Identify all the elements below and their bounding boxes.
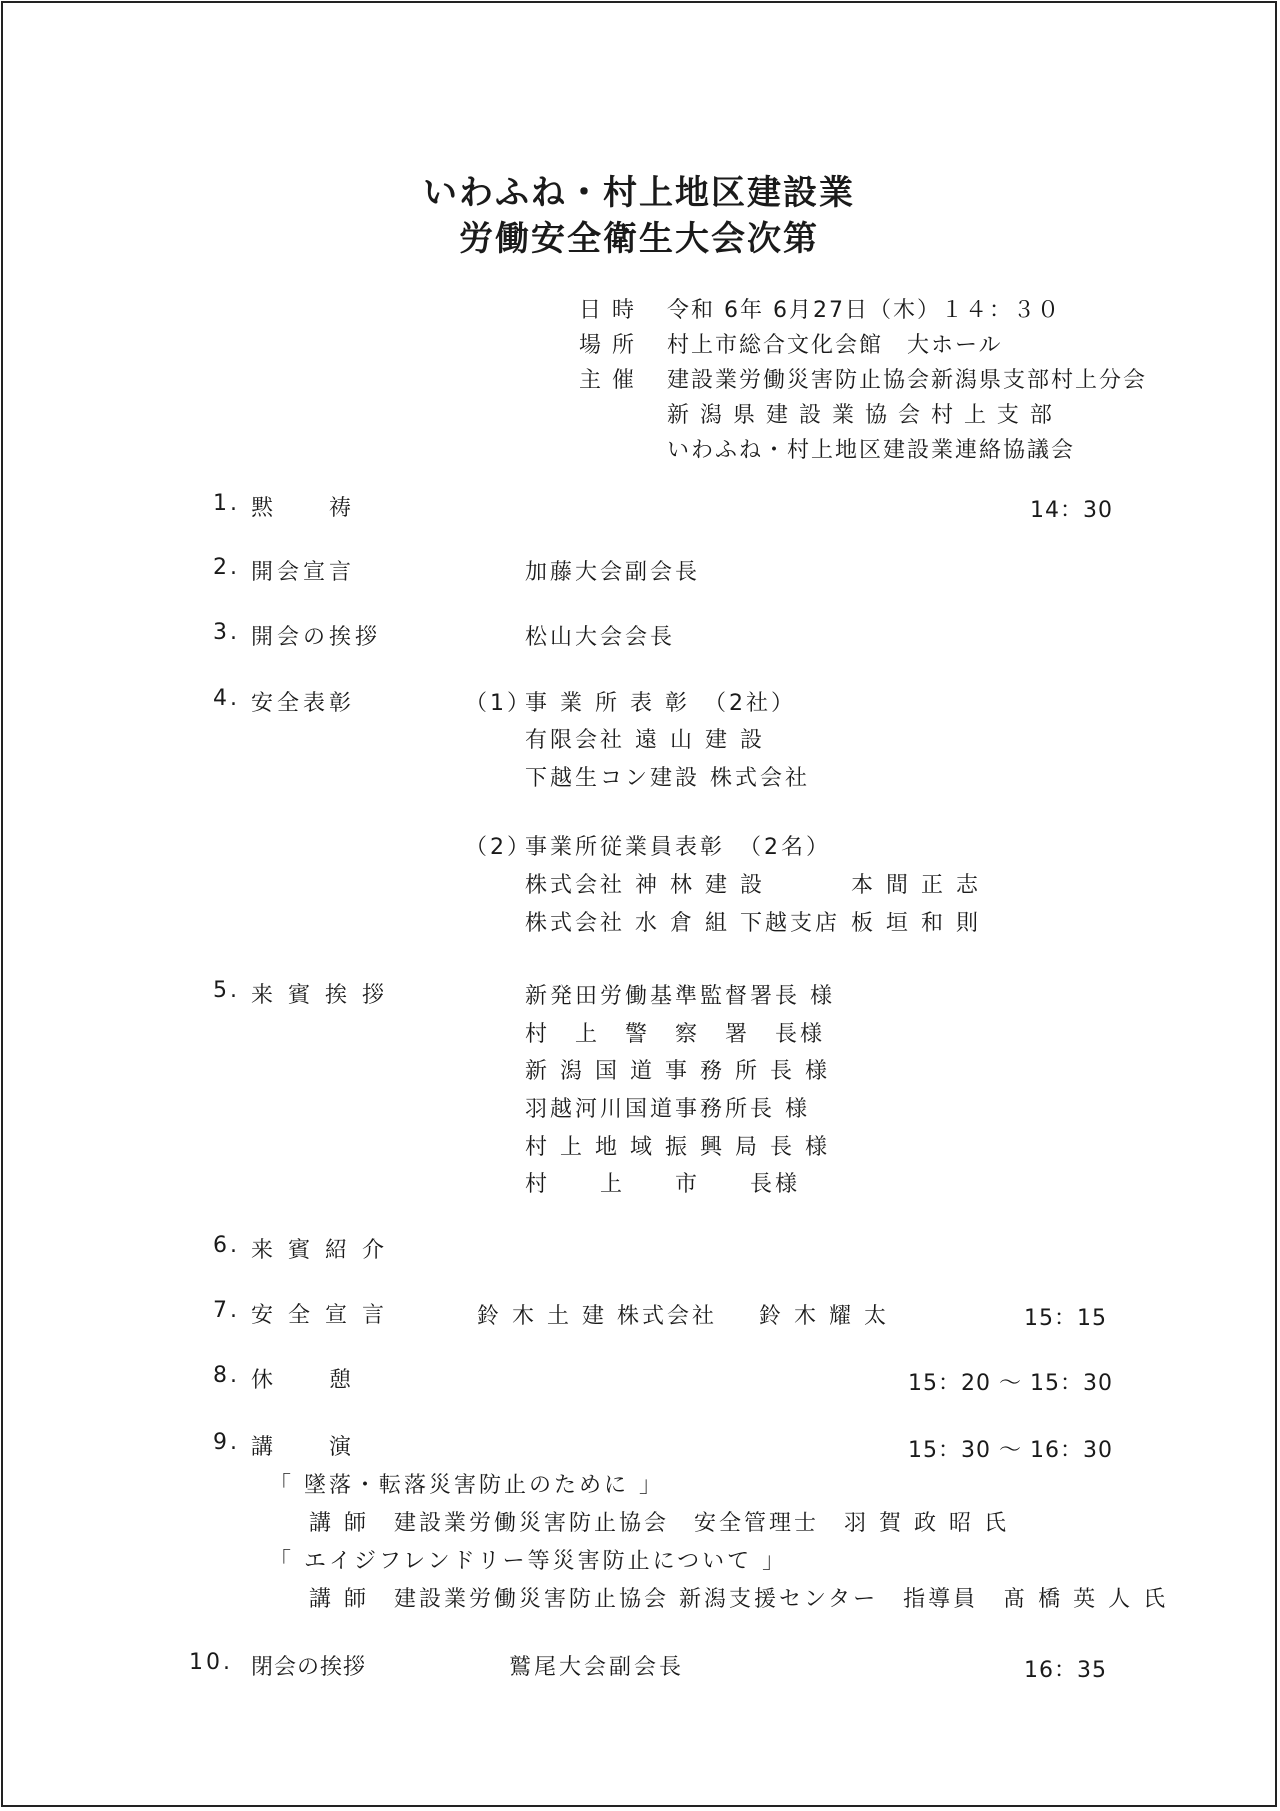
- award-sub-title: 事業所従業員表彰 （2名）: [525, 835, 831, 860]
- award-recipient: 下越生コン建設 株式会社: [525, 766, 810, 791]
- lecture-title: 「 墜落・転落災害防止のために 」: [269, 1473, 664, 1498]
- item-title: 安 全 宣 言: [251, 1303, 388, 1328]
- award-recipient-company: 株式会社 水 倉 組 下越支店: [525, 911, 840, 936]
- item-time: 15：30 〜 16：30: [908, 1438, 1113, 1463]
- item-title: 開会宣言: [251, 560, 356, 585]
- guest-line: 羽越河川国道事務所長 様: [525, 1097, 810, 1122]
- item-title: 開会の挨拶: [251, 625, 382, 650]
- host-line-3: いわふね・村上地区建設業連絡協議会: [667, 438, 1076, 463]
- item-time: 15：20 〜 15：30: [908, 1371, 1113, 1396]
- declaration-company: 鈴 木 土 建 株式会社: [477, 1304, 717, 1329]
- item-number: 10.: [189, 1650, 233, 1675]
- place-label: 場 所: [579, 333, 636, 358]
- item-time: 15：15: [1024, 1306, 1107, 1331]
- date-value: 令和 6年 6月27日（木）１４：３０: [667, 298, 1061, 323]
- award-recipient-company: 株式会社 神 林 建 設: [525, 873, 765, 898]
- item-title: 講 演: [251, 1435, 356, 1460]
- lecture-title: 「 エイジフレンドリー等災害防止について 」: [269, 1549, 788, 1574]
- item-number: 9.: [213, 1430, 240, 1455]
- item-time: 16：35: [1024, 1658, 1107, 1683]
- award-sub-label: （2）: [465, 835, 532, 860]
- guest-line: 新 潟 国 道 事 務 所 長 様: [525, 1059, 830, 1084]
- item-number: 8.: [213, 1363, 240, 1388]
- host-label: 主 催: [579, 368, 636, 393]
- host-line-2: 新 潟 県 建 設 業 協 会 村 上 支 部: [667, 403, 1054, 428]
- item-title: 来 賓 挨 拶: [251, 983, 388, 1008]
- date-label: 日 時: [579, 298, 636, 323]
- guest-line: 村 上 地 域 振 興 局 長 様: [525, 1135, 830, 1160]
- item-time: 14：30: [1030, 498, 1113, 523]
- guest-line: 新発田労働基準監督署長 様: [525, 984, 835, 1009]
- award-sub-title: 事 業 所 表 彰 （2社）: [525, 691, 796, 716]
- item-number: 3.: [213, 620, 240, 645]
- item-number: 4.: [213, 686, 240, 711]
- award-sub-label: （1）: [465, 691, 532, 716]
- item-person: 鷲尾大会副会長: [509, 1655, 685, 1680]
- guest-line: 村 上 市 長様: [525, 1172, 801, 1197]
- item-number: 5.: [213, 978, 240, 1003]
- host-line-1: 建設業労働災害防止協会新潟県支部村上分会: [667, 368, 1148, 393]
- item-number: 7.: [213, 1298, 240, 1323]
- lecture-speaker: 講 師 建設業労働災害防止協会 新潟支援センター 指導員 髙 橋 英 人 氏: [309, 1587, 1169, 1612]
- lecture-speaker: 講 師 建設業労働災害防止協会 安全管理士 羽 賀 政 昭 氏: [309, 1511, 1009, 1536]
- document-title-line1: いわふね・村上地区建設業: [423, 173, 855, 213]
- item-number: 2.: [213, 555, 240, 580]
- item-title: 閉会の挨拶: [251, 1655, 367, 1680]
- item-title: 黙 祷: [251, 496, 356, 521]
- guest-line: 村 上 警 察 署 長様: [525, 1022, 826, 1047]
- item-title: 休 憩: [251, 1368, 356, 1393]
- item-number: 6.: [213, 1233, 240, 1258]
- item-person: 加藤大会副会長: [525, 560, 701, 585]
- item-number: 1.: [213, 491, 240, 516]
- award-recipient: 有限会社 遠 山 建 設: [525, 728, 765, 753]
- item-title: 来 賓 紹 介: [251, 1238, 388, 1263]
- item-person: 松山大会会長: [525, 625, 676, 650]
- item-title: 安全表彰: [251, 691, 356, 716]
- award-recipient-person: 本 間 正 志: [851, 873, 981, 898]
- document-title-line2: 労働安全衛生大会次第: [459, 219, 819, 259]
- place-value: 村上市総合文化会館 大ホール: [667, 333, 1003, 358]
- agenda-document: [1, 1, 1277, 1807]
- declaration-person: 鈴 木 耀 太: [759, 1304, 889, 1329]
- award-recipient-person: 板 垣 和 則: [851, 911, 981, 936]
